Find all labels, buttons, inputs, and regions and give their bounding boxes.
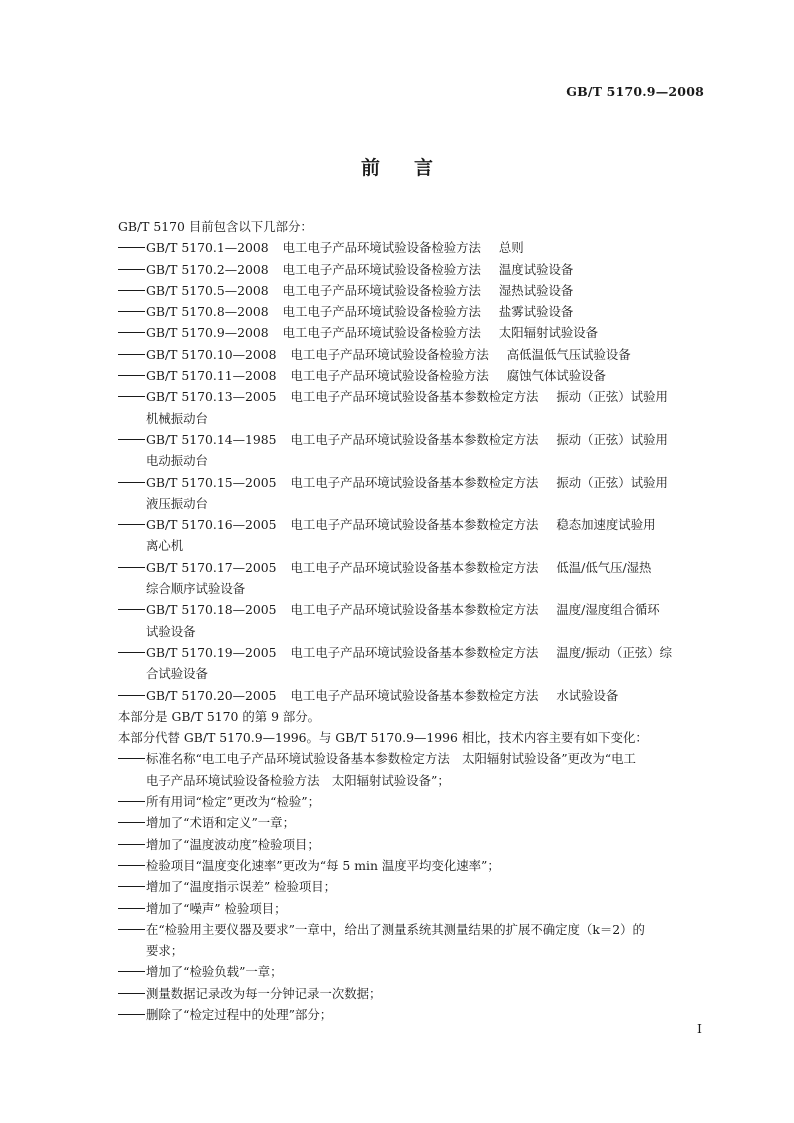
page-title: 前言 — [360, 157, 467, 179]
intro-line: GB/T 5170 目前包含以下几部分： — [118, 219, 313, 234]
em-dash-marker — [118, 482, 145, 483]
em-dash-marker — [118, 396, 145, 397]
part-name: 电工电子产品环境试验设备基本参数检定方法 — [290, 517, 539, 533]
change-text: 所有用词“检定”更改为“检验”； — [146, 794, 321, 810]
part-item — [118, 301, 706, 322]
part-code: GB/T 5170.14—1985 — [146, 431, 277, 447]
part-statement: 本部分是 GB/T 5170 的第 9 部分。 — [118, 708, 321, 724]
change-text-continued: 要求； — [146, 943, 184, 959]
part-code: GB/T 5170.16—2005 — [146, 517, 277, 533]
em-dash-marker — [118, 822, 145, 823]
part-item — [118, 259, 706, 280]
change-item — [118, 748, 706, 791]
change-item — [118, 812, 706, 833]
change-item — [118, 834, 706, 855]
part-item — [118, 237, 706, 258]
change-text-continued: 电子产品环境试验设备检验方法 太阳辐射试验设备”； — [146, 772, 450, 788]
part-code: GB/T 5170.20—2005 — [146, 687, 277, 703]
part-name: 电工电子产品环境试验设备基本参数检定方法 — [290, 389, 539, 405]
em-dash-marker — [118, 993, 145, 994]
part-code: GB/T 5170.5—2008 — [146, 282, 269, 298]
part-name: 电工电子产品环境试验设备基本参数检定方法 — [290, 431, 539, 447]
em-dash-marker — [118, 247, 145, 248]
em-dash-marker — [118, 865, 145, 866]
em-dash-marker — [118, 269, 145, 270]
part-code: GB/T 5170.18—2005 — [146, 602, 277, 618]
em-dash-marker — [118, 332, 145, 333]
part-item — [118, 557, 706, 600]
part-item — [118, 514, 706, 557]
part-name: 电工电子产品环境试验设备检验方法 — [282, 282, 481, 298]
em-dash-marker — [118, 439, 145, 440]
part-name: 电工电子产品环境试验设备基本参数检定方法 — [290, 474, 539, 490]
em-dash-marker — [118, 929, 145, 930]
part-name: 电工电子产品环境试验设备检验方法 — [290, 368, 489, 384]
part-code: GB/T 5170.13—2005 — [146, 389, 277, 405]
change-text: 删除了“检定过程中的处理”部分； — [146, 1006, 333, 1022]
page-number: I — [697, 1021, 702, 1036]
em-dash-marker — [118, 971, 145, 972]
change-item — [118, 855, 706, 876]
part-item — [118, 599, 706, 642]
change-text: 标准名称“电工电子产品环境试验设备基本参数检定方法 太阳辐射试验设备”更改为“电工 — [146, 751, 636, 767]
em-dash-marker — [118, 844, 145, 845]
part-item — [118, 472, 706, 515]
change-text: 测量数据记录改为每一分钟记录一次数据； — [146, 985, 382, 1001]
part-subject-continued: 液压振动台 — [146, 495, 208, 511]
change-text: 增加了“噪声” 检验项目； — [146, 900, 287, 916]
em-dash-marker — [118, 652, 145, 653]
change-item — [118, 983, 706, 1004]
part-name: 电工电子产品环境试验设备检验方法 — [282, 325, 481, 341]
em-dash-marker — [118, 801, 145, 802]
part-subject: 太阳辐射试验设备 — [498, 325, 599, 341]
part-code: GB/T 5170.8—2008 — [146, 304, 269, 320]
changes-list — [118, 748, 706, 1025]
part-code: GB/T 5170.1—2008 — [146, 240, 269, 256]
part-subject: 高低温低气压试验设备 — [506, 346, 631, 362]
part-subject-continued: 试验设备 — [146, 623, 196, 639]
part-subject: 振动（正弦）试验用 — [556, 389, 668, 405]
document-body — [118, 216, 706, 1025]
part-subject: 振动（正弦）试验用 — [556, 431, 668, 447]
part-subject: 水试验设备 — [556, 687, 619, 703]
change-item — [118, 961, 706, 982]
part-code: GB/T 5170.9—2008 — [146, 325, 269, 341]
part-item — [118, 344, 706, 365]
em-dash-marker — [118, 695, 145, 696]
part-subject-continued: 综合顺序试验设备 — [146, 581, 246, 597]
change-item — [118, 876, 706, 897]
part-code: GB/T 5170.2—2008 — [146, 261, 269, 277]
em-dash-marker — [118, 524, 145, 525]
change-text: 在“检验用主要仪器及要求”一章中，给出了测量系统其测量结果的扩展不确定度（k＝2）的 — [146, 921, 645, 937]
part-name: 电工电子产品环境试验设备检验方法 — [282, 240, 481, 256]
change-text: 增加了“温度波动度”检验项目； — [146, 836, 320, 852]
part-item — [118, 386, 706, 429]
part-subject: 温度/湿度组合循环 — [556, 602, 660, 618]
em-dash-marker — [118, 886, 145, 887]
part-subject: 湿热试验设备 — [498, 282, 574, 298]
part-code: GB/T 5170.15—2005 — [146, 474, 277, 490]
em-dash-marker — [118, 1014, 145, 1015]
part-item — [118, 322, 706, 343]
part-subject: 振动（正弦）试验用 — [556, 474, 668, 490]
part-item — [118, 685, 706, 706]
part-subject-continued: 离心机 — [146, 538, 184, 554]
em-dash-marker — [118, 311, 145, 312]
change-text: 检验项目“温度变化速率”更改为“每 5 min 温度平均变化速率”； — [146, 857, 500, 873]
part-subject: 温度试验设备 — [498, 261, 574, 277]
part-subject: 稳态加速度试验用 — [556, 517, 656, 533]
part-subject: 盐雾试验设备 — [498, 304, 574, 320]
part-name: 电工电子产品环境试验设备基本参数检定方法 — [290, 687, 539, 703]
part-item — [118, 642, 706, 685]
part-name: 电工电子产品环境试验设备检验方法 — [282, 261, 481, 277]
part-item — [118, 429, 706, 472]
part-item — [118, 365, 706, 386]
change-text: 增加了“术语和定义”一章； — [146, 815, 295, 831]
part-name: 电工电子产品环境试验设备基本参数检定方法 — [290, 559, 539, 575]
change-item — [118, 919, 706, 962]
part-code: GB/T 5170.17—2005 — [146, 559, 277, 575]
parts-list — [118, 237, 706, 706]
em-dash-marker — [118, 567, 145, 568]
part-subject: 总则 — [498, 240, 524, 256]
part-subject-continued: 电动振动台 — [146, 453, 208, 469]
part-subject: 低温/低气压/湿热 — [556, 559, 652, 575]
part-subject-continued: 合试验设备 — [146, 666, 208, 682]
part-subject-continued: 机械振动台 — [146, 410, 208, 426]
part-code: GB/T 5170.10—2008 — [146, 346, 277, 362]
change-item — [118, 791, 706, 812]
replace-statement: 本部分代替 GB/T 5170.9—1996。与 GB/T 5170.9—1996 相比，技术内容主要有如下变化： — [118, 730, 648, 746]
part-subject: 温度/振动（正弦）综 — [556, 644, 673, 660]
em-dash-marker — [118, 354, 145, 355]
part-item — [118, 280, 706, 301]
change-text: 增加了“检验负载”一章； — [146, 964, 283, 980]
change-item — [118, 898, 706, 919]
standard-number: GB/T 5170.9—2008 — [566, 84, 704, 99]
part-subject: 腐蚀气体试验设备 — [506, 368, 606, 384]
part-code: GB/T 5170.19—2005 — [146, 644, 277, 660]
part-code: GB/T 5170.11—2008 — [146, 368, 277, 384]
em-dash-marker — [118, 290, 145, 291]
change-item — [118, 1004, 706, 1025]
part-name: 电工电子产品环境试验设备基本参数检定方法 — [290, 602, 539, 618]
em-dash-marker — [118, 758, 145, 759]
part-name: 电工电子产品环境试验设备检验方法 — [290, 346, 489, 362]
em-dash-marker — [118, 908, 145, 909]
em-dash-marker — [118, 375, 145, 376]
em-dash-marker — [118, 609, 145, 610]
part-name: 电工电子产品环境试验设备检验方法 — [282, 304, 481, 320]
change-text: 增加了“温度指示误差” 检验项目； — [146, 879, 337, 895]
part-name: 电工电子产品环境试验设备基本参数检定方法 — [290, 644, 539, 660]
